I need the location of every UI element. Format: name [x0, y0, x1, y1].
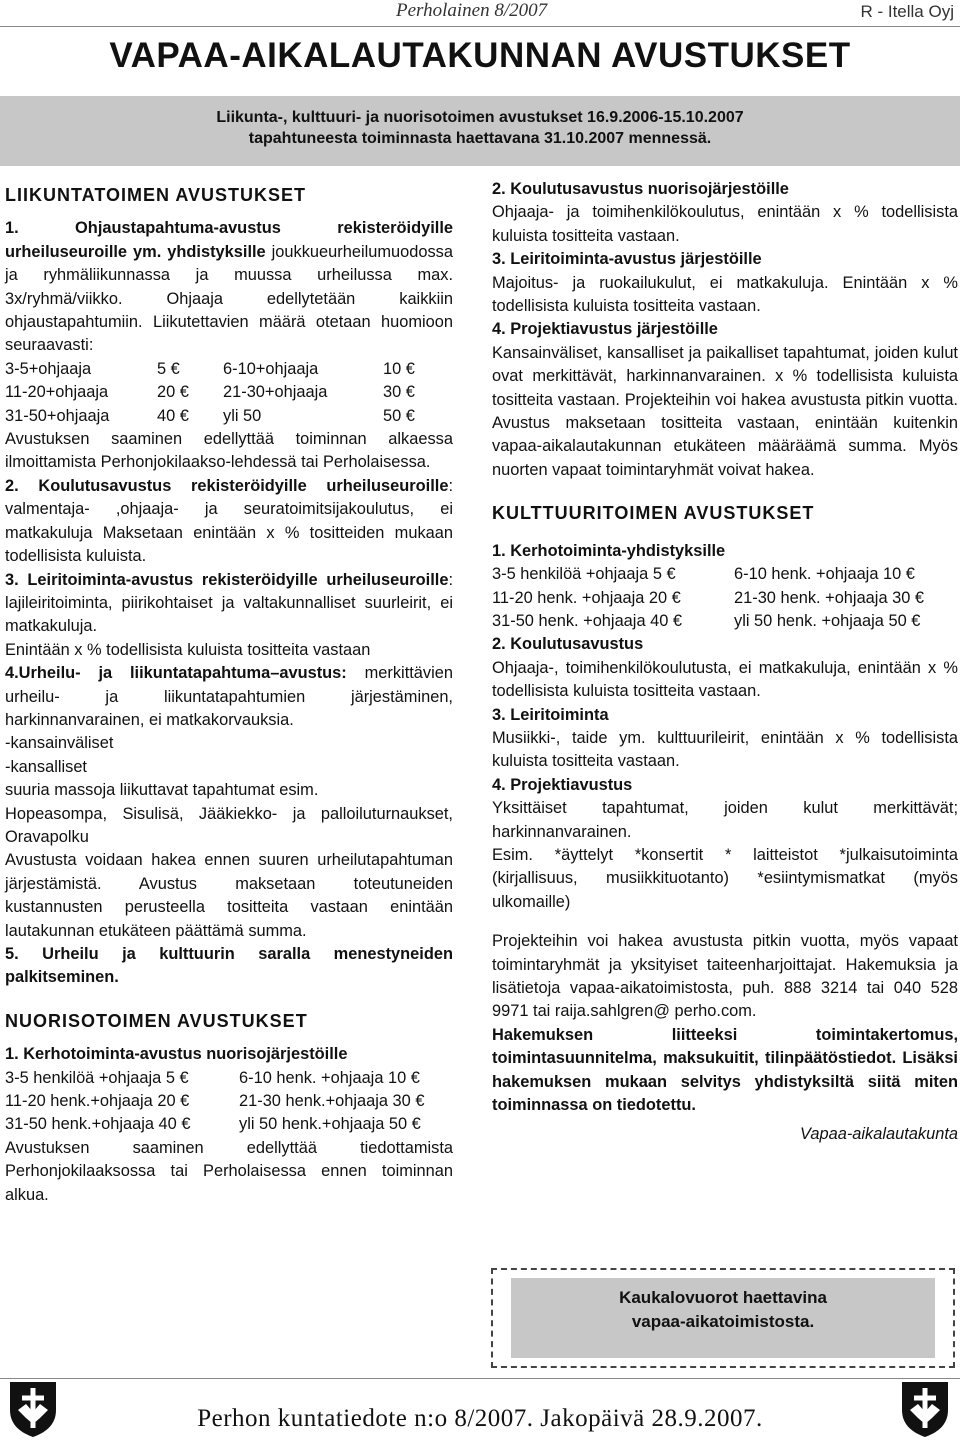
nuoriso-s4-text: Kansainväliset, kansalliset ja paikalliset tapahtumat, joiden kulut ovat merkittävät, harkinnanvarainen. x % todellisista kuluista tositteita vastaan. Projekteihin voi hakea avustusta pitkin vuotta. Avustus maksetaan tositteita vastaan, enintään kuitenkin vapaa-aikalautakunnan etukäteen määräämä summa. Myös nuorten vapaat toimintaryhmät voivat hakea.	[492, 343, 958, 479]
liikunta-s3-note: Enintään x % todellisista kuluista tositteita vastaan	[5, 640, 371, 659]
brand-label: R - Itella Oyj	[860, 2, 954, 21]
liikunta-s4-text: merkittävien urheilu- ja liikuntatapahtumien järjestäminen, harkinnanvarainen, ei matkakorvauksia.	[5, 664, 453, 729]
rate-cell: 6-10 henk. +ohjaaja 10 €	[239, 1068, 420, 1087]
nuoriso-s3-text: Majoitus- ja ruokailukulut, ei matkakuluja. Enintään x % todellisista kuluista tositteita vastaan.	[492, 273, 958, 316]
rate-cell: 21-30+ohjaaja	[223, 383, 328, 402]
nuoriso-rate-table	[5, 1067, 453, 1137]
rate-cell: 5 €	[157, 359, 180, 378]
kulttuuri-s4-example: Esim. *äyttelyt *konsertit * laitteistot *julkaisutoiminta (kirjallisuus, musiikkituotanto) *esiintymismatkat (myös ulkomaille)	[492, 845, 958, 911]
nuoriso-s1-note: Avustuksen saaminen edellyttää tiedottamista Perhonjokilaaksossa tai Perholaisessa ennen toiminnan alkua.	[5, 1138, 453, 1204]
rate-cell: 21-30 henk.+ohjaaja 30 €	[239, 1092, 425, 1111]
liikunta-s4-line: suuria massoja liikuttavat tapahtumat esim.	[5, 781, 319, 800]
rate-cell: 3-5+ohjaaja	[5, 359, 92, 378]
liikunta-s3-title: 3. Leiritoiminta-avustus rekisteröidyille urheiluseuroille	[5, 570, 449, 589]
rate-cell: 30 €	[383, 383, 415, 402]
nuoriso-section-2	[492, 178, 958, 201]
footer-divider	[0, 1378, 960, 1379]
liikunta-section-2	[5, 475, 453, 569]
nuoriso-s3-title: 3. Leiritoiminta-avustus järjestöille	[492, 250, 762, 269]
publication-name: Perholainen 8/2007	[396, 0, 548, 21]
liikunta-s5-title: 5. Urheilu ja kulttuurin saralla menestyneiden palkitseminen.	[5, 945, 453, 987]
liikunta-s1-title: 1. Ohjaustapahtuma-avustus rekisteröidyille urheiluseuroille ym. yhdistyksille	[5, 219, 453, 261]
kulttuuri-s3-text: Musiikki-, taide ym. kulttuurileirit, enintään x % todellisista kuluista tositteita vastaan.	[492, 728, 958, 771]
rate-cell: 11-20 henk.+ohjaaja 20 €	[5, 1092, 190, 1111]
rate-cell: 3-5 henkilöä +ohjaaja 5 €	[492, 565, 676, 584]
nuoriso-s2-text: Ohjaaja- ja toimihenkilökoulutus, enintään x % todellisista kuluista tositteita vastaan.	[492, 203, 958, 245]
footer-text: Perhon kuntatiedote n:o 8/2007. Jakopäivä 28.9.2007.	[197, 1405, 763, 1432]
header-divider	[0, 26, 960, 27]
kulttuuri-section-1	[492, 540, 958, 563]
liikunta-s3-text: : lajileiritoiminta, piirikohtaiset ja valtakunnalliset suurleirit, ei matkakuluja.	[5, 570, 453, 636]
liikunta-section-3	[5, 569, 453, 639]
liikunta-section-4	[5, 662, 453, 732]
liikunta-section-1	[5, 217, 453, 357]
rate-cell: 31-50 henk. +ohjaaja 40 €	[492, 611, 683, 630]
kulttuuri-s3-title: 3. Leiritoiminta	[492, 705, 609, 724]
rate-cell: 31-50+ohjaaja	[5, 406, 110, 425]
rate-cell: 31-50 henk.+ohjaaja 40 €	[5, 1115, 191, 1134]
rate-cell: yli 50	[223, 406, 262, 425]
liikunta-s4-line: -kansalliset	[5, 757, 87, 776]
kulttuuri-section-4	[492, 774, 958, 797]
callout-line-2: vapaa-aikatoimistosta.	[631, 1312, 815, 1331]
banner-line-2: tapahtuneesta toiminnasta haettavana 31.10.2007 mennessä.	[248, 130, 712, 147]
right-column	[492, 178, 958, 1147]
rate-cell: 6-10+ohjaaja	[223, 359, 319, 378]
nuoriso-section-1	[5, 1043, 453, 1066]
kulttuuri-s2-title: 2. Koulutusavustus	[492, 635, 644, 654]
callout-box	[491, 1268, 955, 1368]
callout-line-1: Kaukalovuorot haettavina	[619, 1288, 827, 1307]
kulttuuri-s1-title: 1. Kerhotoiminta-yhdistyksille	[492, 541, 726, 560]
signature: Vapaa-aikalautakunta	[800, 1125, 958, 1144]
rate-cell: 11-20 henk. +ohjaaja 20 €	[492, 588, 681, 607]
callout-content	[511, 1278, 935, 1358]
liikunta-s1-note: Avustuksen saaminen edellyttää toiminnan alkaessa ilmoittamista Perhonjokilaakso-lehdessä tai Perholaisessa.	[5, 430, 453, 472]
info-banner	[0, 96, 960, 166]
liikunta-s2-text: : valmentaja- ,ohjaaja- ja seuratoimitsijakoulutus, ei matkakuluja Maksetaan enintään x % tositteiden mukaan todellisista kuluista.	[5, 476, 453, 566]
rate-cell: 20 €	[157, 383, 189, 402]
liikunta-s4-line: Hopeasompa, Sisulisä, Jääkiekko- ja palloiluturnaukset, Oravapolku	[5, 804, 453, 846]
rate-cell: 6-10 henk. +ohjaaja 10 €	[734, 565, 915, 584]
rate-cell: 3-5 henkilöä +ohjaaja 5 €	[5, 1068, 189, 1087]
rate-cell: 11-20+ohjaaja	[5, 383, 109, 402]
rate-cell: yli 50 henk. +ohjaaja 50 €	[734, 611, 921, 630]
kulttuuri-section-2	[492, 633, 958, 656]
left-column	[5, 178, 453, 1207]
liikunta-s4-title: 4.Urheilu- ja liikuntatapahtuma–avustus:	[5, 664, 347, 683]
page-title: VAPAA-AIKALAUTAKUNNAN AVUSTUKSET	[109, 36, 851, 75]
kulttuuri-s4-title: 4. Projektiavustus	[492, 775, 633, 794]
rate-cell: 10 €	[383, 359, 415, 378]
kulttuuri-rate-table	[492, 563, 958, 633]
liikunta-s4-line: -kansainväliset	[5, 734, 114, 753]
kulttuuri-s2-text: Ohjaaja-, toimihenkilökoulutusta, ei matkakuluja, enintään x % todellisista kuluista tositteita vastaan.	[492, 658, 958, 701]
rate-cell: 50 €	[383, 406, 415, 425]
liikunta-heading: LIIKUNTATOIMEN AVUSTUKSET	[5, 185, 306, 205]
kulttuuri-section-3	[492, 704, 958, 727]
nuoriso-s1-title: 1. Kerhotoiminta-avustus nuorisojärjestöille	[5, 1045, 348, 1064]
liikunta-rate-table	[5, 358, 453, 428]
attachment-note	[492, 1024, 958, 1118]
contact-info: Projekteihin voi hakea avustusta pitkin vuotta, myös vapaat toimintaryhmät ja yksityiset taiteenharjoittajat. Hakemuksia ja lisätietoja vapaa-aikatoimistosta, puh. 888 3214 tai 040 528 9971 tai raija.sahlgren@ perho.com.	[492, 932, 958, 1021]
liikunta-s2-title: 2. Koulutusavustus rekisteröidyille urheiluseuroille	[5, 476, 449, 495]
nuoriso-s2-title: 2. Koulutusavustus nuorisojärjestöille	[492, 180, 789, 198]
nuoriso-s4-title: 4. Projektiavustus järjestöille	[492, 320, 718, 339]
liikunta-s1-text: joukkueurheilumuodossa ja ryhmäliikunnassa ja muussa urheilussa max. 3x/ryhmä/viikko. Ohjaaja edellytetään kaikkiin ohjaustapahtumiin. Liikutettavien määrä otetaan huomioon seuraavasti:	[5, 242, 453, 355]
kulttuuri-s4-text: Yksittäiset tapahtumat, joiden kulut merkittävät; harkinnanvarainen.	[492, 799, 958, 841]
rate-cell: yli 50 henk.+ohjaaja 50 €	[239, 1115, 421, 1134]
liikunta-section-5	[5, 943, 453, 990]
coat-of-arms-icon	[900, 1380, 950, 1438]
attachment-note-text: Hakemuksen liitteeksi toimintakertomus, toimintasuunnitelma, maksukuitit, tilinpäätöstiedot. Lisäksi hakemuksen mukaan selvitys yhdistyksiltä siitä miten toiminnassa on tiedotettu.	[492, 1025, 958, 1115]
kulttuuri-heading: KULTTUURITOIMEN AVUSTUKSET	[492, 503, 815, 524]
nuoriso-heading: NUORISOTOIMEN AVUSTUKSET	[5, 1010, 308, 1031]
nuoriso-section-4	[492, 318, 958, 341]
rate-cell: 21-30 henk. +ohjaaja 30 €	[734, 588, 925, 607]
liikunta-s4-line: Avustusta voidaan hakea ennen suuren urheilutapahtuman järjestämistä. Avustus maksetaan toteutuneiden kustannusten perusteella tositteita vastaan enintään lautakunnan etukäteen päättämä summa.	[5, 851, 453, 940]
rate-cell: 40 €	[157, 406, 189, 425]
banner-line-1: Liikunta-, kulttuuri- ja nuorisotoimen avustukset 16.9.2006-15.10.2007	[216, 109, 744, 126]
nuoriso-section-3	[492, 248, 958, 271]
